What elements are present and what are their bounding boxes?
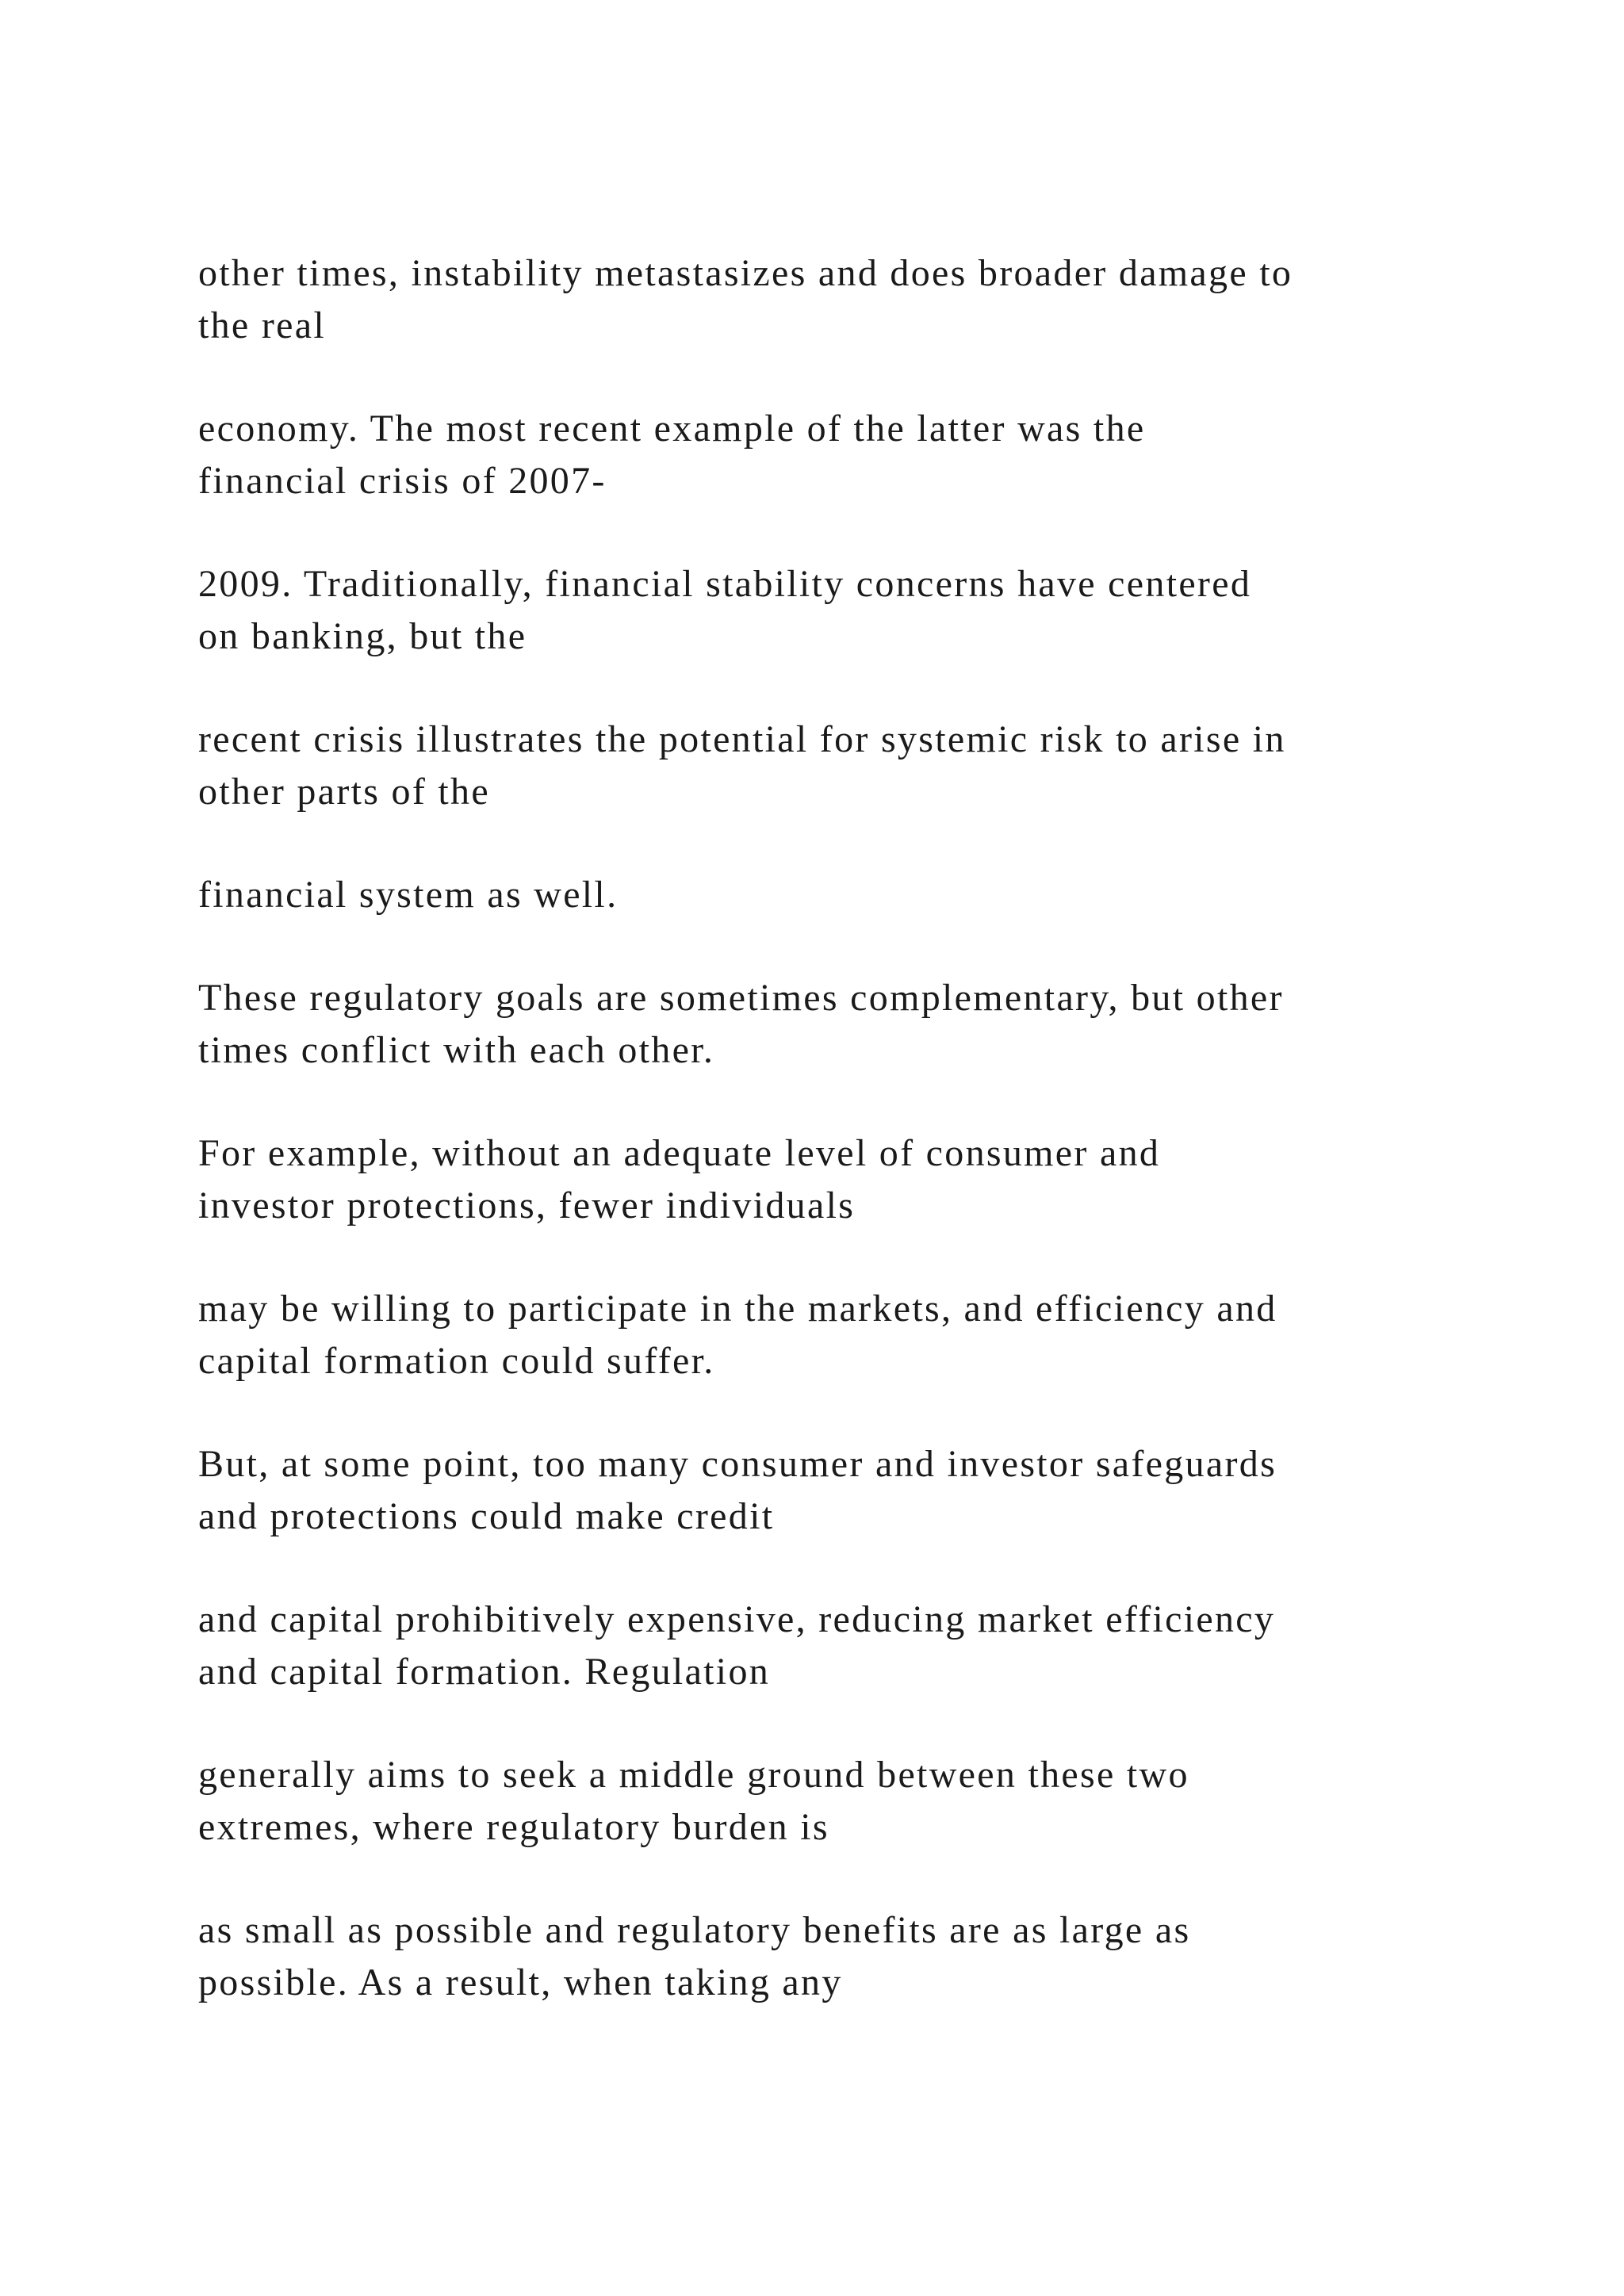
text-line: the real	[198, 304, 326, 346]
paragraph	[198, 1904, 1499, 2009]
text-line: on banking, but the	[198, 615, 527, 657]
text-line: and capital formation. Regulation	[198, 1651, 771, 1693]
text-line: financial system as well.	[198, 874, 619, 916]
text-line: These regulatory goals are sometimes complementary, but other	[198, 977, 1284, 1019]
text-line: But, at some point, too many consumer and investor safeguards	[198, 1443, 1277, 1485]
text-line: may be willing to participate in the markets, and efficiency and	[198, 1288, 1277, 1330]
text-line: capital formation could suffer.	[198, 1340, 715, 1382]
text-line: For example, without an adequate level of consumer and	[198, 1132, 1161, 1174]
text-line: financial crisis of 2007-	[198, 460, 607, 502]
text-line: generally aims to seek a middle ground between these two	[198, 1754, 1189, 1796]
text-line: and capital prohibitively expensive, reducing market efficiency	[198, 1598, 1276, 1640]
text-line: other times, instability metastasizes and does broader damage to	[198, 252, 1293, 294]
text-line: extremes, where regulatory burden is	[198, 1806, 829, 1848]
paragraph	[198, 1749, 1499, 1854]
text-line: 2009. Traditionally, financial stability concerns have centered	[198, 563, 1252, 605]
text-line: other parts of the	[198, 771, 490, 813]
text-line: economy. The most recent example of the latter was the	[198, 408, 1146, 450]
paragraph	[198, 972, 1499, 1077]
paragraph	[198, 1438, 1499, 1543]
paragraph	[198, 247, 1499, 352]
paragraph	[198, 869, 1499, 921]
paragraph	[198, 558, 1499, 663]
text-line: recent crisis illustrates the potential for systemic risk to arise in	[198, 718, 1286, 760]
paragraph	[198, 1283, 1499, 1387]
text-line: possible. As a result, when taking any	[198, 1961, 843, 2003]
paragraph	[198, 714, 1499, 818]
text-line: as small as possible and regulatory benefits are as large as	[198, 1909, 1191, 1951]
paragraph	[198, 1594, 1499, 1698]
text-line: investor protections, fewer individuals	[198, 1184, 856, 1226]
text-line: times conflict with each other.	[198, 1029, 715, 1071]
body-text	[198, 247, 1499, 2060]
paragraph	[198, 1127, 1499, 1232]
text-line: and protections could make credit	[198, 1495, 775, 1537]
paragraph	[198, 403, 1499, 507]
